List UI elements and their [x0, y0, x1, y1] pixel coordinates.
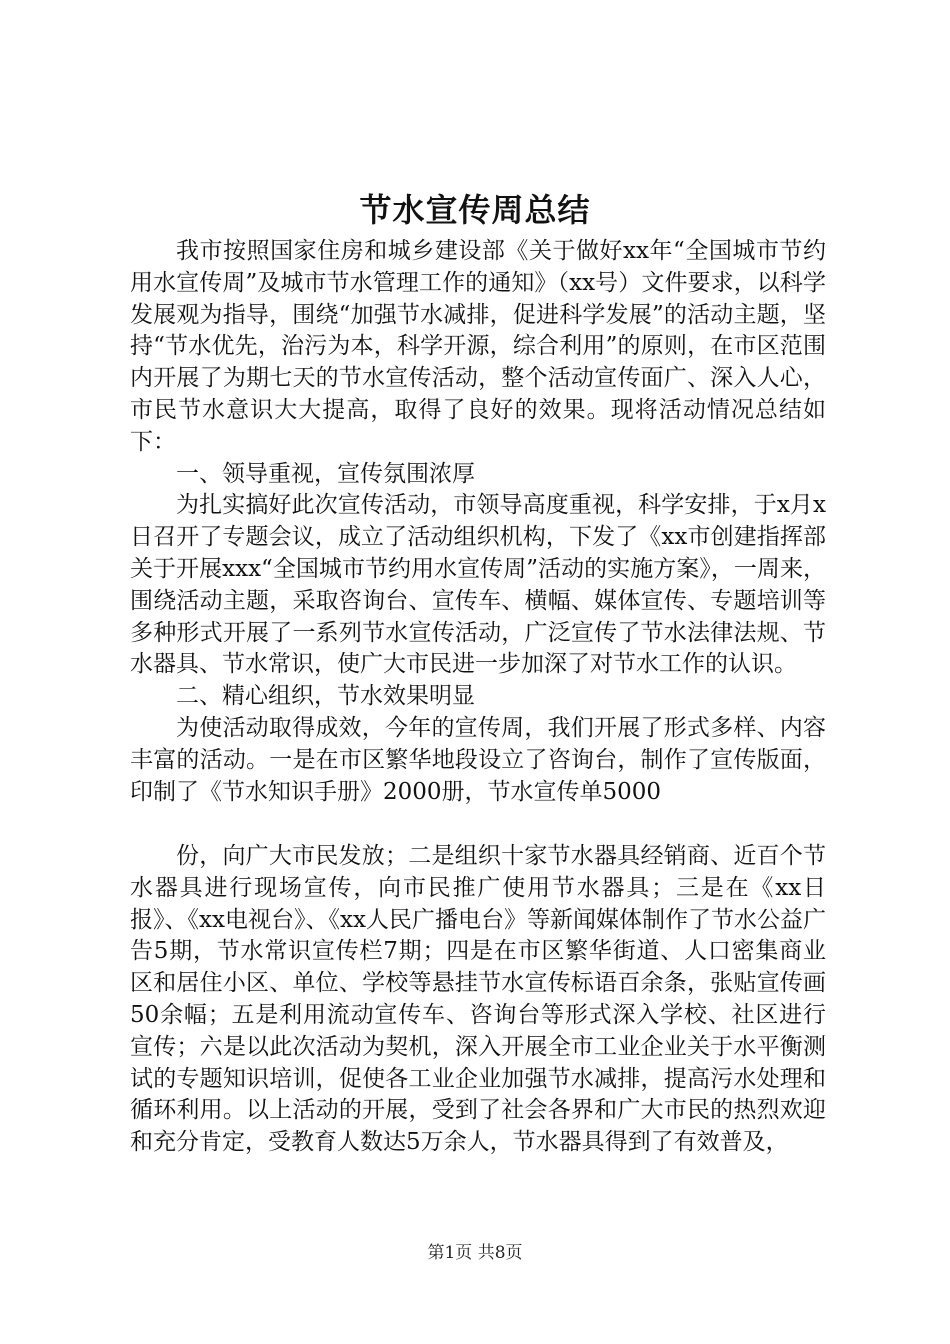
document-body-lower — [130, 841, 826, 1159]
page-number-footer: 第1页 共8页 — [427, 1243, 523, 1263]
section-paragraph-1: 为扎实搞好此次宣传活动，市领导高度重视，科学安排，于x月x日召开了专题会议，成立了活动组织机构，下发了《xx市创建指挥部关于开展xxx“全国城市节约用水宣传周”活动的实施方案》，一周来，围绕活动主题，采取咨询台、宣传车、横幅、媒体宣传、专题培训等多种形式开展了一系列节水宣传活动，广泛宣传了节水法律法规、节水器具、节水常识，使广大市民进一步加深了对节水工作的认识。 — [130, 492, 826, 678]
document-title: 节水宣传周总结 — [359, 191, 591, 229]
document-body-upper — [130, 236, 826, 808]
section-heading-2: 二、精心组织，节水效果明显 — [176, 683, 475, 710]
intro-paragraph: 我市按照国家住房和城乡建设部《关于做好xx年“全国城市节约用水宣传周”及城市节水管理工作的通知》（xx号）文件要求，以科学发展观为指导，围绕“加强节水减排，促进科学发展”的活动主题，坚持“节水优先，治污为本，科学开源，综合利用”的原则，在市区范围内开展了为期七天的节水宣传活动，整个活动宣传面广、深入人心，市民节水意识大大提高，取得了良好的效果。现将活动情况总结如下： — [130, 238, 826, 455]
section-paragraph-2: 为使活动取得成效，今年的宣传周，我们开展了形式多样、内容丰富的活动。一是在市区繁华地段设立了咨询台，制作了宣传版面，印制了《节水知识手册》2000册，节水宣传单5000 — [130, 714, 826, 805]
section-heading-1: 一、领导重视，宣传氛围浓厚 — [176, 460, 475, 487]
continuation-paragraph: 份，向广大市民发放；二是组织十家节水器具经销商、近百个节水器具进行现场宣传，向市民推广使用节水器具；三是在《xx日报》、《xx电视台》、《xx人民广播电台》等新闻媒体制作了节水公益广告5期，节水常识宣传栏7期；四是在市区繁华街道、人口密集商业区和居住小区、单位、学校等悬挂节水宣传标语百余条，张贴宣传画50余幅；五是利用流动宣传车、咨询台等形式深入学校、社区进行宣传；六是以此次活动为契机，深入开展全市工业企业关于水平衡测试的专题知识培训，促使各工业企业加强节水减排，提高污水处理和循环利用。以上活动的开展，受到了社会各界和广大市民的热烈欢迎和充分肯定，受教育人数达5万余人，节水器具得到了有效普及， — [130, 843, 826, 1156]
